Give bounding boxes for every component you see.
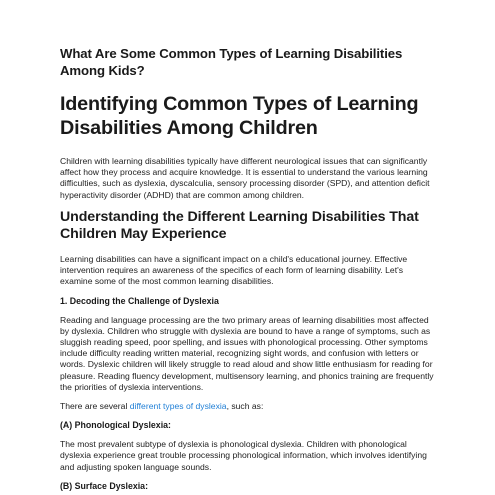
- section-paragraph: Learning disabilities can have a significant impact on a child's educational journey. Effective intervention requires an awareness of the specifics of each form of learning disability. Let's examine some of the most common learning disabilities.: [60, 254, 408, 287]
- section-heading: Understanding the Different Learning Disabilities That Children May Experience: [60, 208, 419, 243]
- intro-paragraph: Children with learning disabilities typically have different neurological issues that can significantly affect how they process and acquire knowledge. It is essential to understand the various learning difficulties, such as dyslexia, dyscalculia, sensory processing disorder (SPD), and attention deficit hyperactivity disorder (ADHD) that are common among children.: [60, 156, 430, 200]
- dyslexia-types-link[interactable]: different types of dyslexia: [129, 401, 227, 412]
- main-heading: Identifying Common Types of Learning Disabilities Among Children: [60, 93, 419, 139]
- dyslexia-paragraph: Reading and language processing are the two primary areas of learning disabilities most affected by dyslexia. Children who struggle with dyslexia are bound to have a range of symptoms, such as sluggish reading speed, poor spelling, and issues with phonological processing. Other symptoms include difficulty reading written material, recognizing sight words, and confusion with letters or words. Dyslexic children will likely struggle to read aloud and show little enthusiasm for reading for pleasure. Reading fluency development, multisensory learning, and phonics training are frequently the priorities of dyslexia interventions.: [60, 314, 434, 392]
- types-sentence-after: , such as:: [226, 401, 264, 412]
- subheading-surface-dyslexia: (B) Surface Dyslexia:: [60, 480, 149, 491]
- subheading-phonological-dyslexia: (A) Phonological Dyslexia:: [60, 420, 171, 431]
- question-title: What Are Some Common Types of Learning Disabilities Among Kids?: [60, 46, 403, 78]
- types-sentence: [60, 401, 437, 412]
- types-sentence-before: There are several: [60, 401, 130, 412]
- phonological-paragraph: The most prevalent subtype of dyslexia is phonological dyslexia. Children with phonological dyslexia experience great trouble processing phonological information, which involves identifying and adjusting spoken language sounds.: [60, 439, 427, 472]
- subsection-heading-dyslexia: 1. Decoding the Challenge of Dyslexia: [60, 295, 219, 306]
